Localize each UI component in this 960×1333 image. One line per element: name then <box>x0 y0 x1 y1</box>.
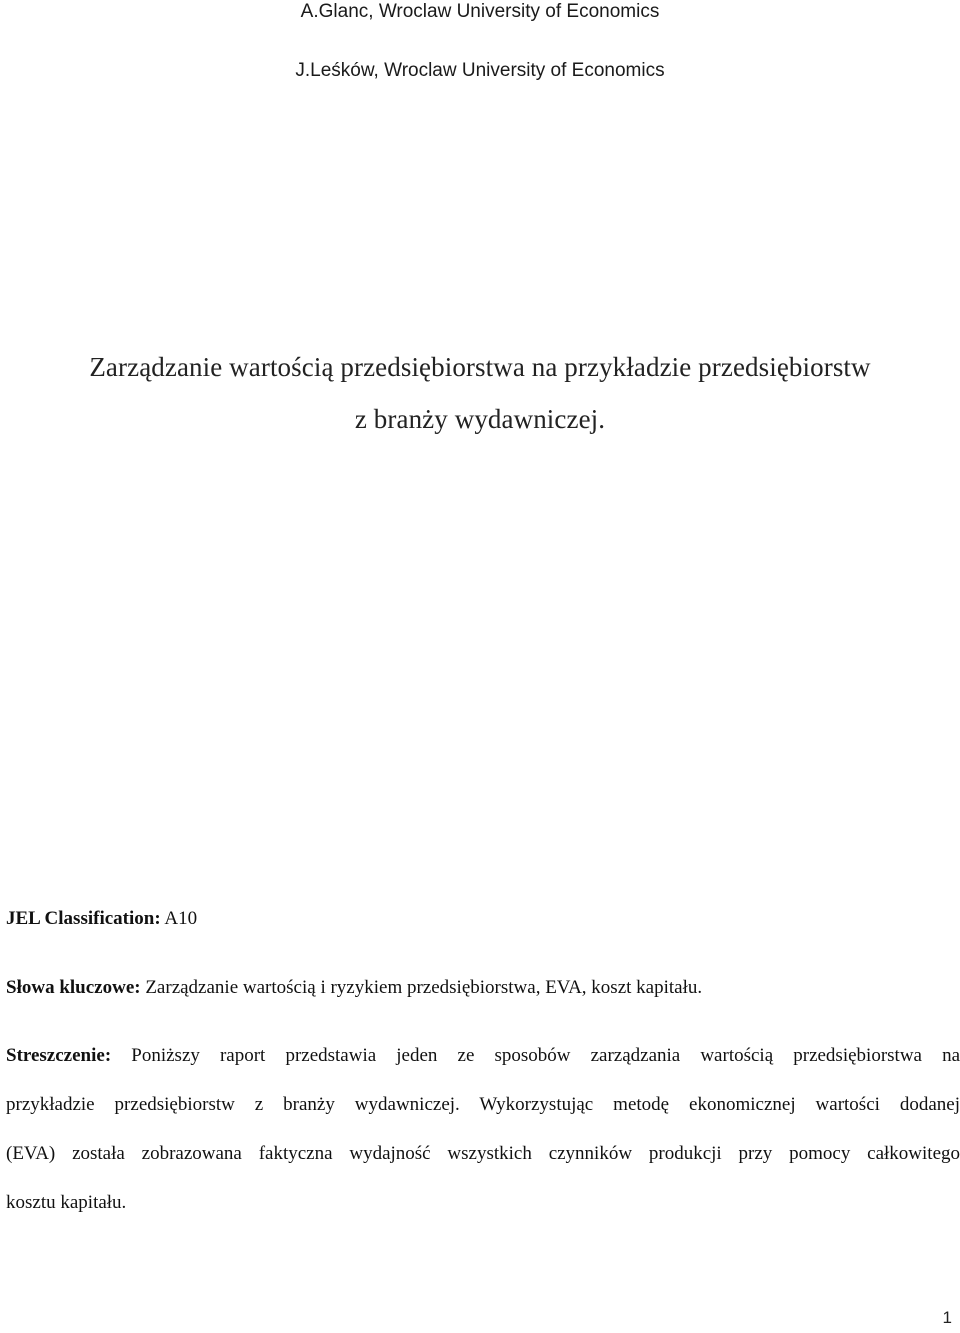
abstract-label: Streszczenie: <box>6 1045 112 1066</box>
abstract-line-4: kosztu kapitału. <box>6 1192 127 1213</box>
abstract-line-3: (EVA) została zobrazowana faktyczna wydajność wszystkich czynników produkcji przy pomocy całkowitego <box>6 1143 960 1164</box>
jel-label: JEL Classification: <box>6 908 161 929</box>
abstract <box>6 1044 960 1240</box>
keywords-value: Zarządzanie wartością i ryzykiem przedsiębiorstwa, EVA, koszt kapitału. <box>145 977 703 998</box>
abstract-text-line: Poniższy raport przedstawia jeden ze sposobów zarządzania wartością przedsiębiorstwa na <box>131 1045 960 1066</box>
paper-title-line-1: Zarządzanie wartością przedsiębiorstwa na przykładzie przedsiębiorstw <box>89 352 871 382</box>
abstract-line-1 <box>6 1044 960 1068</box>
page-number: 1 <box>942 1308 952 1327</box>
keywords-label: Słowa kluczowe: <box>6 977 141 998</box>
keywords <box>6 976 702 1000</box>
abstract-line-2: przykładzie przedsiębiorstw z branży wydawniczej. Wykorzystując metodę ekonomicznej wartości dodanej <box>6 1094 960 1115</box>
author-affiliation-2: J.Leśków, Wroclaw University of Economics <box>295 60 665 81</box>
author-affiliation-1: A.Glanc, Wroclaw University of Economics <box>300 1 660 22</box>
jel-value: A10 <box>164 908 198 929</box>
jel-classification <box>6 907 197 931</box>
paper-title-line-2: z branży wydawniczej. <box>354 404 606 434</box>
